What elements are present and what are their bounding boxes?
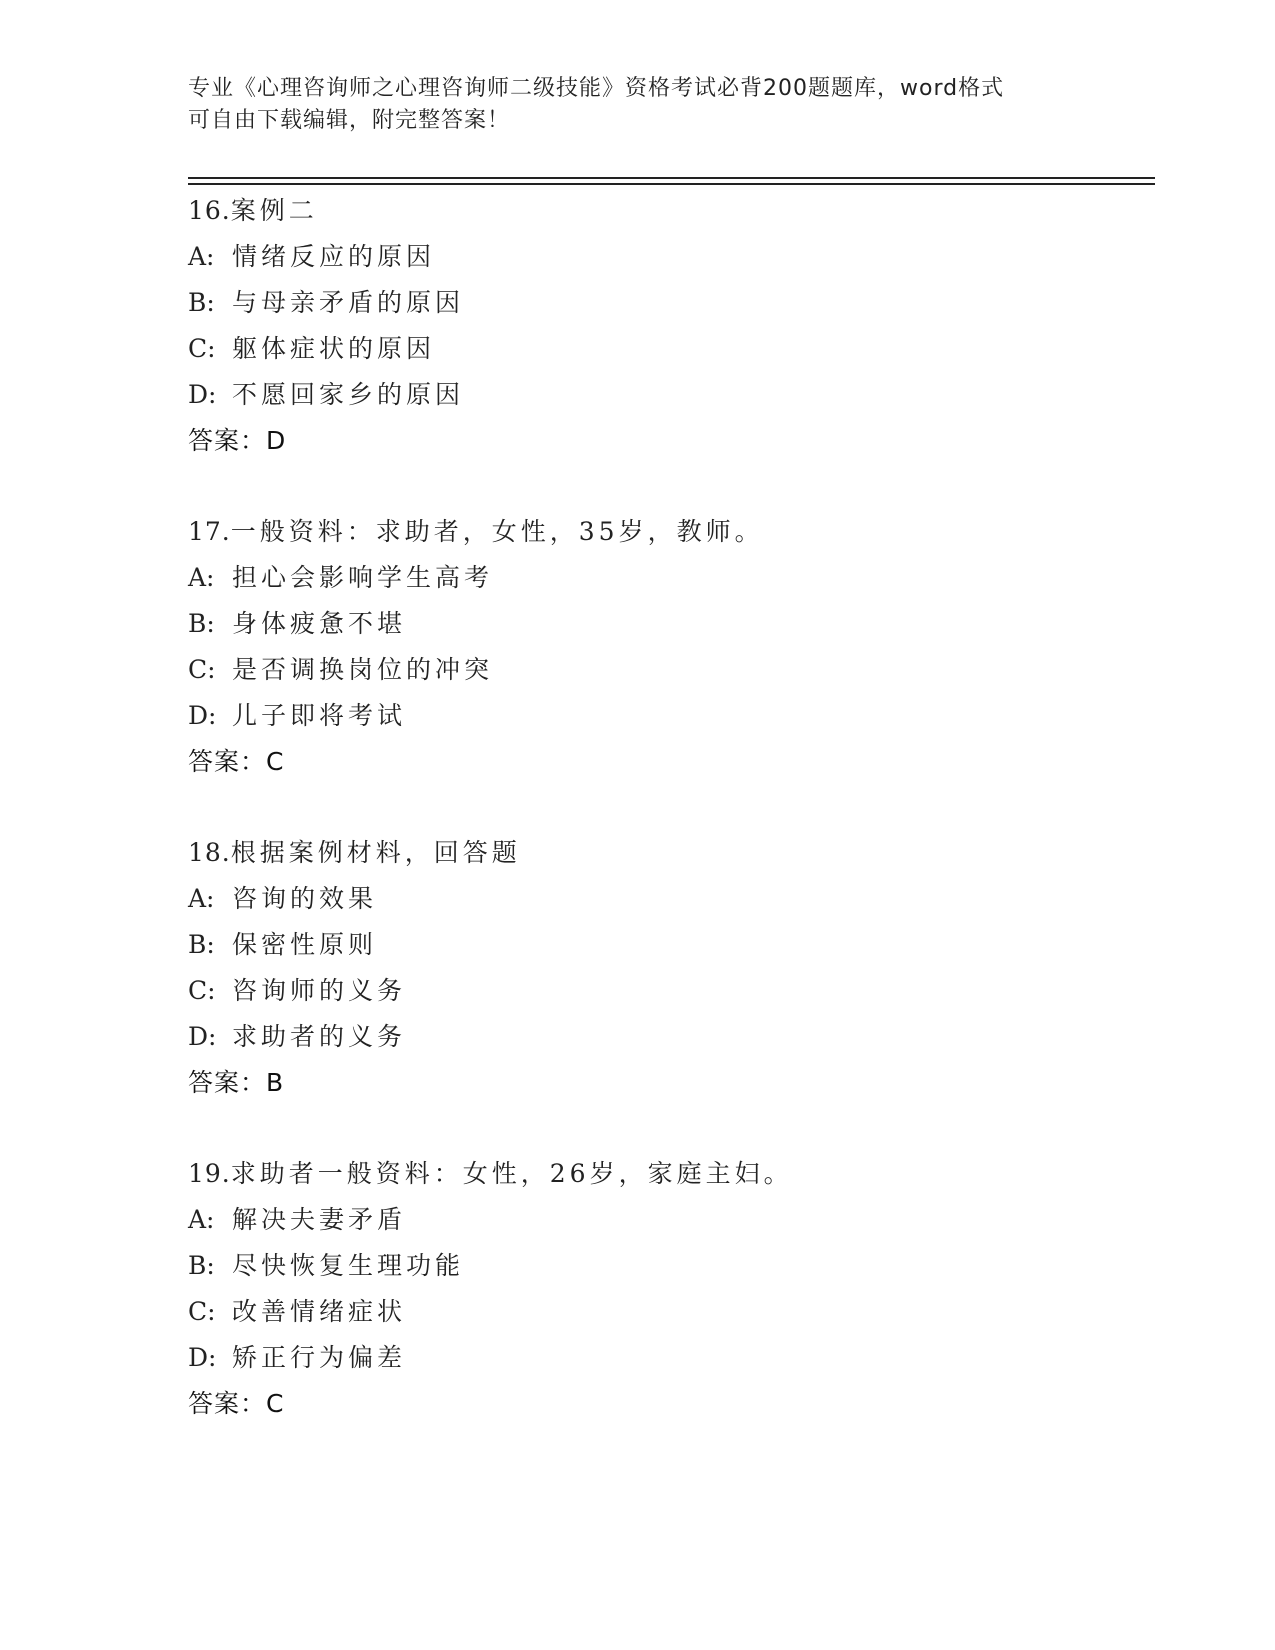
document-header — [188, 73, 1088, 137]
option-a — [188, 876, 1148, 922]
question-stem — [188, 188, 1148, 234]
question-number: 17. — [188, 517, 231, 546]
option-b — [188, 280, 1148, 326]
option-a — [188, 555, 1148, 601]
option-text: 解决夫妻矛盾 — [232, 1205, 407, 1234]
option-key: A: — [188, 563, 215, 592]
option-d — [188, 1335, 1148, 1381]
question-number: 18. — [188, 838, 231, 867]
option-text: 咨询师的义务 — [232, 976, 407, 1005]
option-d — [188, 372, 1148, 418]
option-key: C: — [188, 1297, 216, 1326]
question-text: 一般资料：求助者，女性，35岁，教师。 — [230, 517, 764, 546]
option-text: 保密性原则 — [232, 930, 378, 959]
option-text: 担心会影响学生高考 — [232, 563, 494, 592]
option-text: 情绪反应的原因 — [232, 242, 436, 271]
question-number: 16. — [188, 196, 231, 225]
question-18 — [188, 830, 1148, 1106]
option-text: 与母亲矛盾的原因 — [232, 288, 465, 317]
header-divider-top — [188, 177, 1155, 179]
question-17 — [188, 509, 1148, 785]
question-number: 19. — [188, 1159, 231, 1188]
option-key: D: — [188, 1343, 217, 1372]
option-d — [188, 693, 1148, 739]
option-text: 儿子即将考试 — [232, 701, 407, 730]
question-list — [188, 188, 1148, 1472]
option-key: D: — [188, 380, 217, 409]
option-text: 身体疲惫不堪 — [232, 609, 407, 638]
option-key: D: — [188, 1022, 217, 1051]
option-b — [188, 601, 1148, 647]
answer-line: 答案：B — [188, 1068, 285, 1097]
answer-line: 答案：D — [188, 426, 287, 455]
option-c — [188, 326, 1148, 372]
question-text: 根据案例材料，回答题 — [230, 838, 521, 867]
option-a — [188, 234, 1148, 280]
option-text: 矫正行为偏差 — [232, 1343, 407, 1372]
question-stem — [188, 509, 1148, 555]
option-text: 咨询的效果 — [232, 884, 378, 913]
option-c — [188, 1289, 1148, 1335]
option-text: 求助者的义务 — [232, 1022, 407, 1051]
header-divider-bottom — [188, 183, 1155, 185]
option-text: 尽快恢复生理功能 — [232, 1251, 465, 1280]
question-19 — [188, 1151, 1148, 1427]
option-key: A: — [188, 884, 215, 913]
option-key: B: — [188, 930, 215, 959]
question-16 — [188, 188, 1148, 464]
option-a — [188, 1197, 1148, 1243]
option-text: 改善情绪症状 — [232, 1297, 407, 1326]
option-b — [188, 1243, 1148, 1289]
answer-line: 答案：C — [188, 747, 285, 776]
option-c — [188, 968, 1148, 1014]
header-line-1: 专业《心理咨询师之心理咨询师二级技能》资格考试必背200题题库，word格式 — [188, 76, 1005, 101]
option-key: A: — [188, 1205, 215, 1234]
option-key: A: — [188, 242, 215, 271]
question-text: 案例二 — [230, 196, 318, 225]
answer-line: 答案：C — [188, 1389, 285, 1418]
option-key: C: — [188, 334, 216, 363]
option-text: 不愿回家乡的原因 — [232, 380, 465, 409]
option-key: D: — [188, 701, 217, 730]
option-c — [188, 647, 1148, 693]
option-text: 躯体症状的原因 — [232, 334, 436, 363]
option-text: 是否调换岗位的冲突 — [232, 655, 494, 684]
option-key: B: — [188, 1251, 215, 1280]
option-key: B: — [188, 288, 215, 317]
question-stem — [188, 830, 1148, 876]
option-d — [188, 1014, 1148, 1060]
header-line-2: 可自由下载编辑，附完整答案！ — [188, 108, 511, 133]
question-stem — [188, 1151, 1148, 1197]
option-key: C: — [188, 976, 216, 1005]
option-b — [188, 922, 1148, 968]
question-text: 求助者一般资料：女性，26岁，家庭主妇。 — [230, 1159, 793, 1188]
option-key: C: — [188, 655, 216, 684]
option-key: B: — [188, 609, 215, 638]
